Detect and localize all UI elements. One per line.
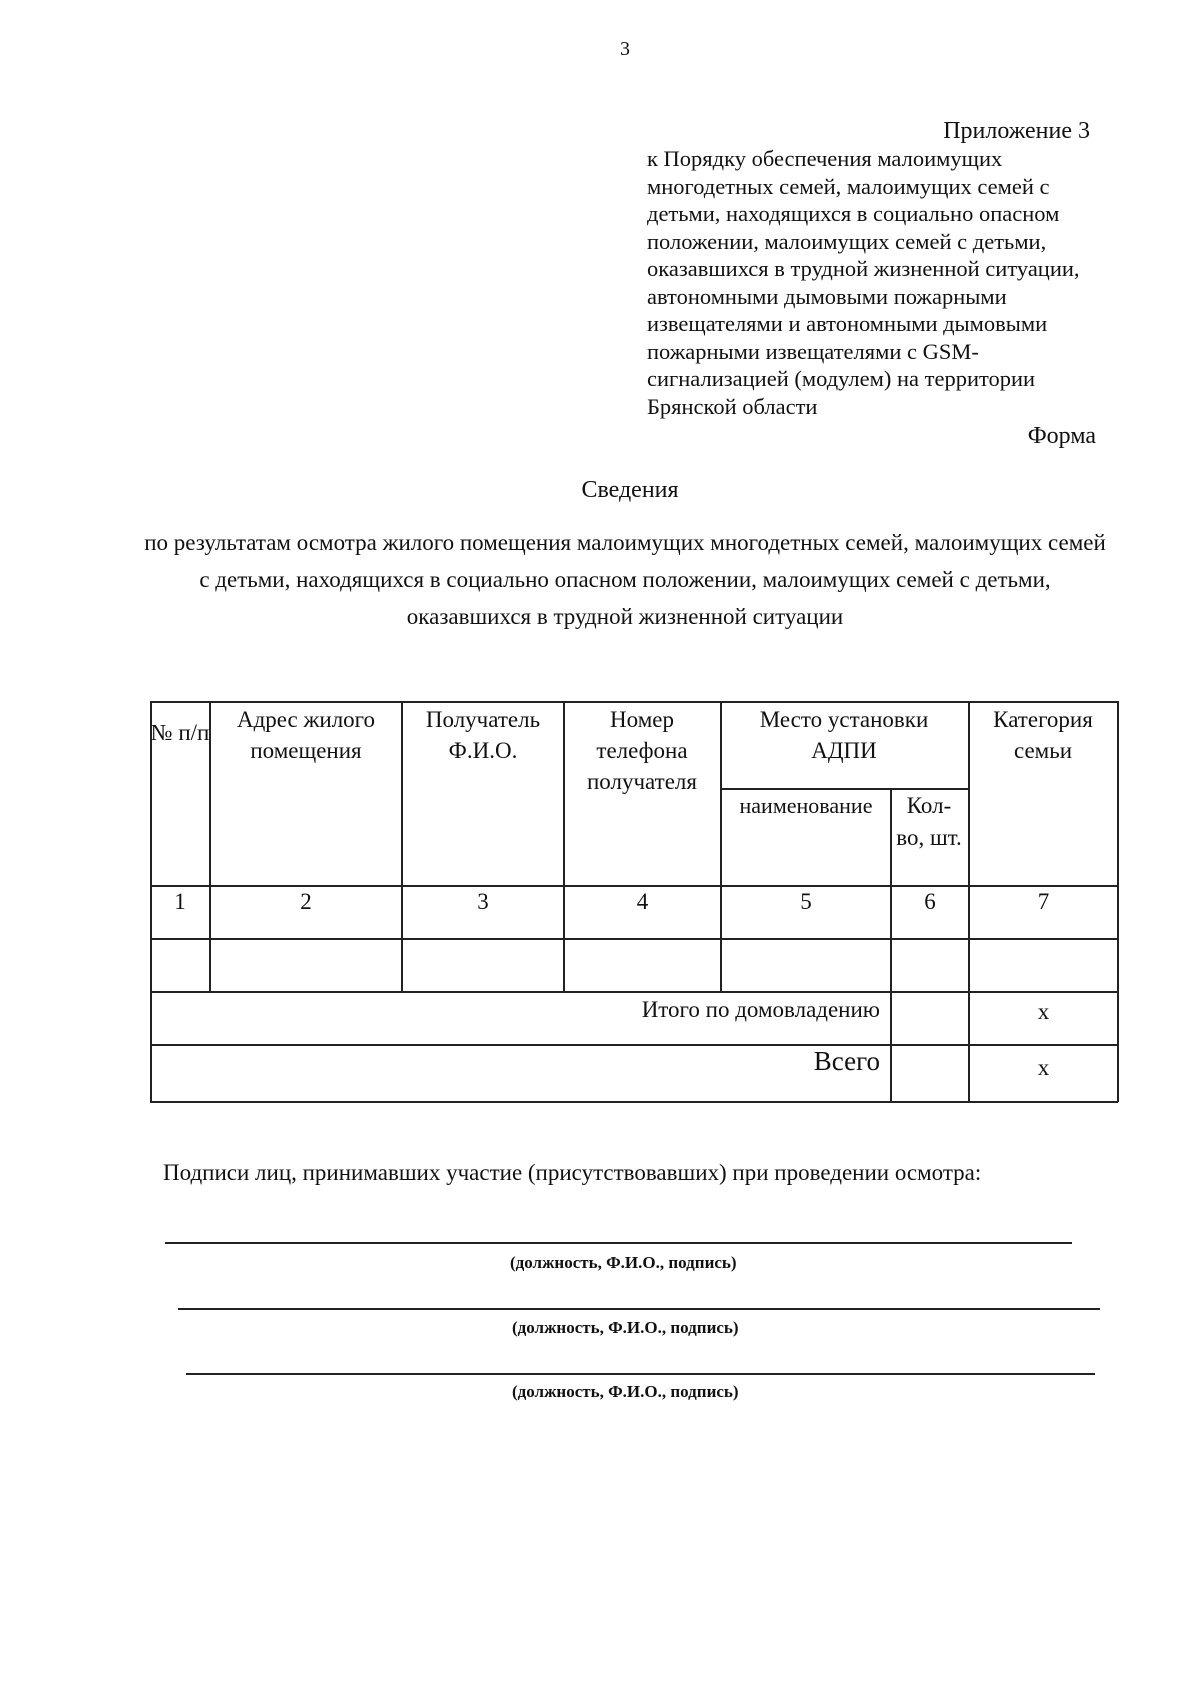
- signature-caption-2: (должность, Ф.И.О., подпись): [512, 1318, 739, 1337]
- document-title: Сведения: [581, 477, 679, 503]
- col-number-7: 7: [1037, 889, 1050, 914]
- col-divider-4: [720, 701, 722, 992]
- table-data-row-bottom: [150, 991, 1118, 993]
- col-divider-5: [890, 788, 892, 1102]
- header-qty: Кол-во, шт.: [896, 793, 962, 850]
- col-number-3: 3: [477, 889, 489, 914]
- appendix-subtitle: к Порядку обеспечения малоимущих многодетных семей, малоимущих семей с детьми, находящихся в социально опасном положении, малоимущих семей с детьми, оказавшихся в трудной жизненной ситуации, автономными дымовыми пожарными извещателями и автономными дымовыми пожарными извещателями с GSM-сигнализацией (модулем) на территории Брянской области: [647, 146, 1080, 419]
- table-household-row-bottom: [150, 1044, 1118, 1046]
- total-household-x: х: [1037, 999, 1050, 1024]
- document-subtitle: по результатам осмотра жилого помещения малоимущих многодетных семей, малоимущих семей с детьми, находящихся в социально опасном положении, малоимущих семей с детьми, оказавшихся в трудной жизненной ситуации: [144, 530, 1106, 629]
- table-border-top: [150, 701, 1118, 703]
- form-label: Форма: [1027, 423, 1096, 449]
- total-household-label: Итого по домовладению: [641, 997, 880, 1022]
- page-number: 3: [620, 38, 630, 60]
- appendix-title: Приложение 3: [943, 118, 1090, 144]
- header-recipient: Получатель Ф.И.О.: [425, 707, 541, 763]
- header-address: Адрес жилого помещения: [236, 707, 376, 763]
- header-num: № п/п: [150, 720, 210, 745]
- header-phone: Номер телефона получателя: [587, 707, 697, 794]
- signature-caption-3: (должность, Ф.И.О., подпись): [512, 1382, 739, 1401]
- signatures-intro: Подписи лиц, принимавших участие (присутствовавших) при проведении осмотра:: [163, 1160, 982, 1185]
- col-number-2: 2: [300, 889, 312, 914]
- col-number-6: 6: [924, 889, 936, 914]
- signature-line-3: [186, 1373, 1095, 1375]
- table-border-bottom: [150, 1101, 1118, 1103]
- header-install-place: Место установки АДПИ: [759, 707, 929, 763]
- signature-line-2: [178, 1308, 1100, 1310]
- header-name: наименование: [739, 793, 873, 818]
- total-x: х: [1037, 1055, 1050, 1080]
- signature-line-1: [165, 1242, 1072, 1244]
- signature-caption-1: (должность, Ф.И.О., подпись): [510, 1253, 737, 1272]
- header-category: Категория семьи: [993, 707, 1093, 763]
- table-numbers-bottom: [150, 938, 1118, 940]
- col-number-4: 4: [636, 889, 649, 914]
- total-label: Всего: [813, 1046, 880, 1076]
- col-number-1: 1: [174, 889, 186, 914]
- col-number-5: 5: [800, 889, 812, 914]
